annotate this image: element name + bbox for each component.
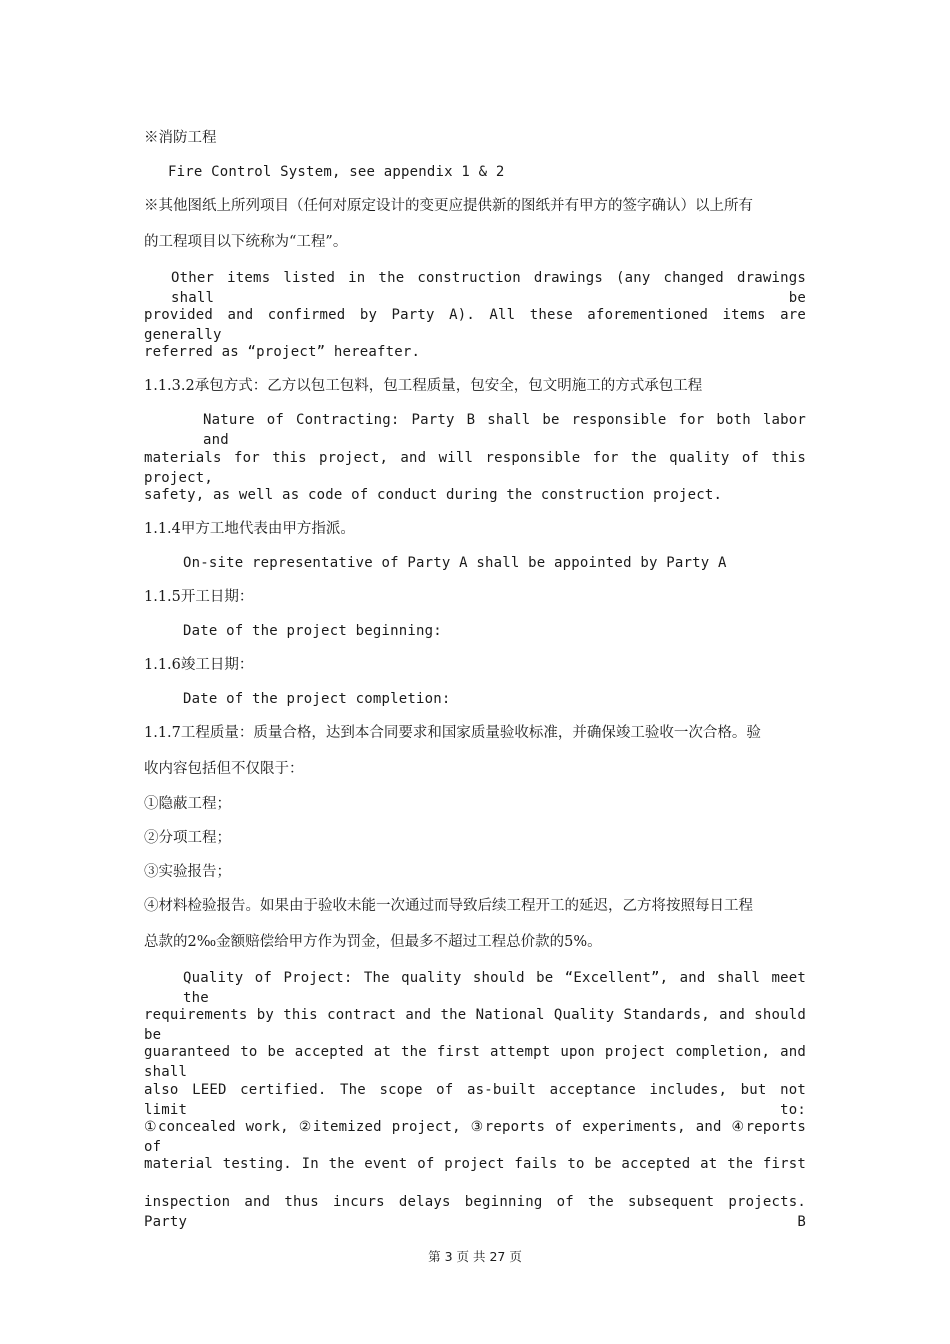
clause-1-1-5-en: Date of the project beginning: xyxy=(183,623,442,639)
list-item-itemized: ②分项工程； xyxy=(144,830,231,846)
quality-en-line-2: requirements by this contract and the National Quality Standards, and should be xyxy=(144,1007,806,1043)
quality-en-line-1: Quality of Project: The quality should be “Excellent”, and shall meet the xyxy=(183,970,806,1006)
clause-1-1-7-cn-line-2: 收内容包括但不仅限于： xyxy=(144,761,304,777)
penalty-cn-line: 总款的2‰金额赔偿给甲方作为罚金，但最多不超过工程总价款的5%。 xyxy=(144,934,602,950)
other-items-en-line-3: referred as “project” hereafter. xyxy=(144,344,421,360)
other-items-en-line-1: Other items listed in the construction drawings (any changed drawings shall be xyxy=(171,270,806,306)
quality-en-line-4: also LEED certified. The scope of as-built acceptance includes, but not limit to: xyxy=(144,1082,806,1118)
clause-1-1-3-2-en-line-2: materials for this project, and will responsible for the quality of this project, xyxy=(144,450,806,486)
clause-1-1-7-cn-line-1: 1.1.7工程质量：质量合格，达到本合同要求和国家质量验收标准，并确保竣工验收一次合格。验 xyxy=(144,725,761,741)
clause-1-1-3-2-en-line-1: Nature of Contracting: Party B shall be responsible for both labor and xyxy=(203,412,806,448)
clause-1-1-4-en: On-site representative of Party A shall be appointed by Party A xyxy=(183,555,727,571)
page-number-footer: 第 3 页 共 27 页 xyxy=(428,1249,522,1264)
list-item-material-testing: ④材料检验报告。如果由于验收未能一次通过而导致后续工程开工的延迟，乙方将按照每日工程 xyxy=(144,898,753,914)
other-items-cn-line-1: ※其他图纸上所列项目（任何对原定设计的变更应提供新的图纸并有甲方的签字确认）以上所有 xyxy=(144,198,753,214)
quality-en-line-5: ①concealed work, ②itemized project, ③reports of experiments, and ④reports of xyxy=(144,1119,806,1155)
clause-1-1-6-en: Date of the project completion: xyxy=(183,691,451,707)
section-fire-control-cn: ※消防工程 xyxy=(144,130,217,146)
clause-1-1-3-2-en-line-3: safety, as well as code of conduct during the construction project. xyxy=(144,487,723,503)
clause-1-1-3-2-cn: 1.1.3.2承包方式：乙方以包工包料，包工程质量，包安全，包文明施工的方式承包工程 xyxy=(144,378,703,394)
quality-en-line-3: guaranteed to be accepted at the first attempt upon project completion, and shall xyxy=(144,1044,806,1080)
list-item-experiments: ③实验报告； xyxy=(144,864,231,880)
quality-en-line-7: inspection and thus incurs delays beginning of the subsequent projects. Party B xyxy=(144,1194,806,1230)
quality-en-line-6: material testing. In the event of project fails to be accepted at the first xyxy=(144,1156,806,1172)
section-fire-control-en: Fire Control System, see appendix 1 & 2 xyxy=(168,164,505,180)
other-items-en-line-2: provided and confirmed by Party A). All these aforementioned items are generally xyxy=(144,307,806,343)
other-items-cn-line-2: 的工程项目以下统称为“工程”。 xyxy=(144,234,348,250)
clause-1-1-6-cn: 1.1.6竣工日期： xyxy=(144,657,254,673)
clause-1-1-5-cn: 1.1.5开工日期： xyxy=(144,589,254,605)
list-item-concealed: ①隐蔽工程； xyxy=(144,796,231,812)
clause-1-1-4-cn: 1.1.4甲方工地代表由甲方指派。 xyxy=(144,521,355,537)
